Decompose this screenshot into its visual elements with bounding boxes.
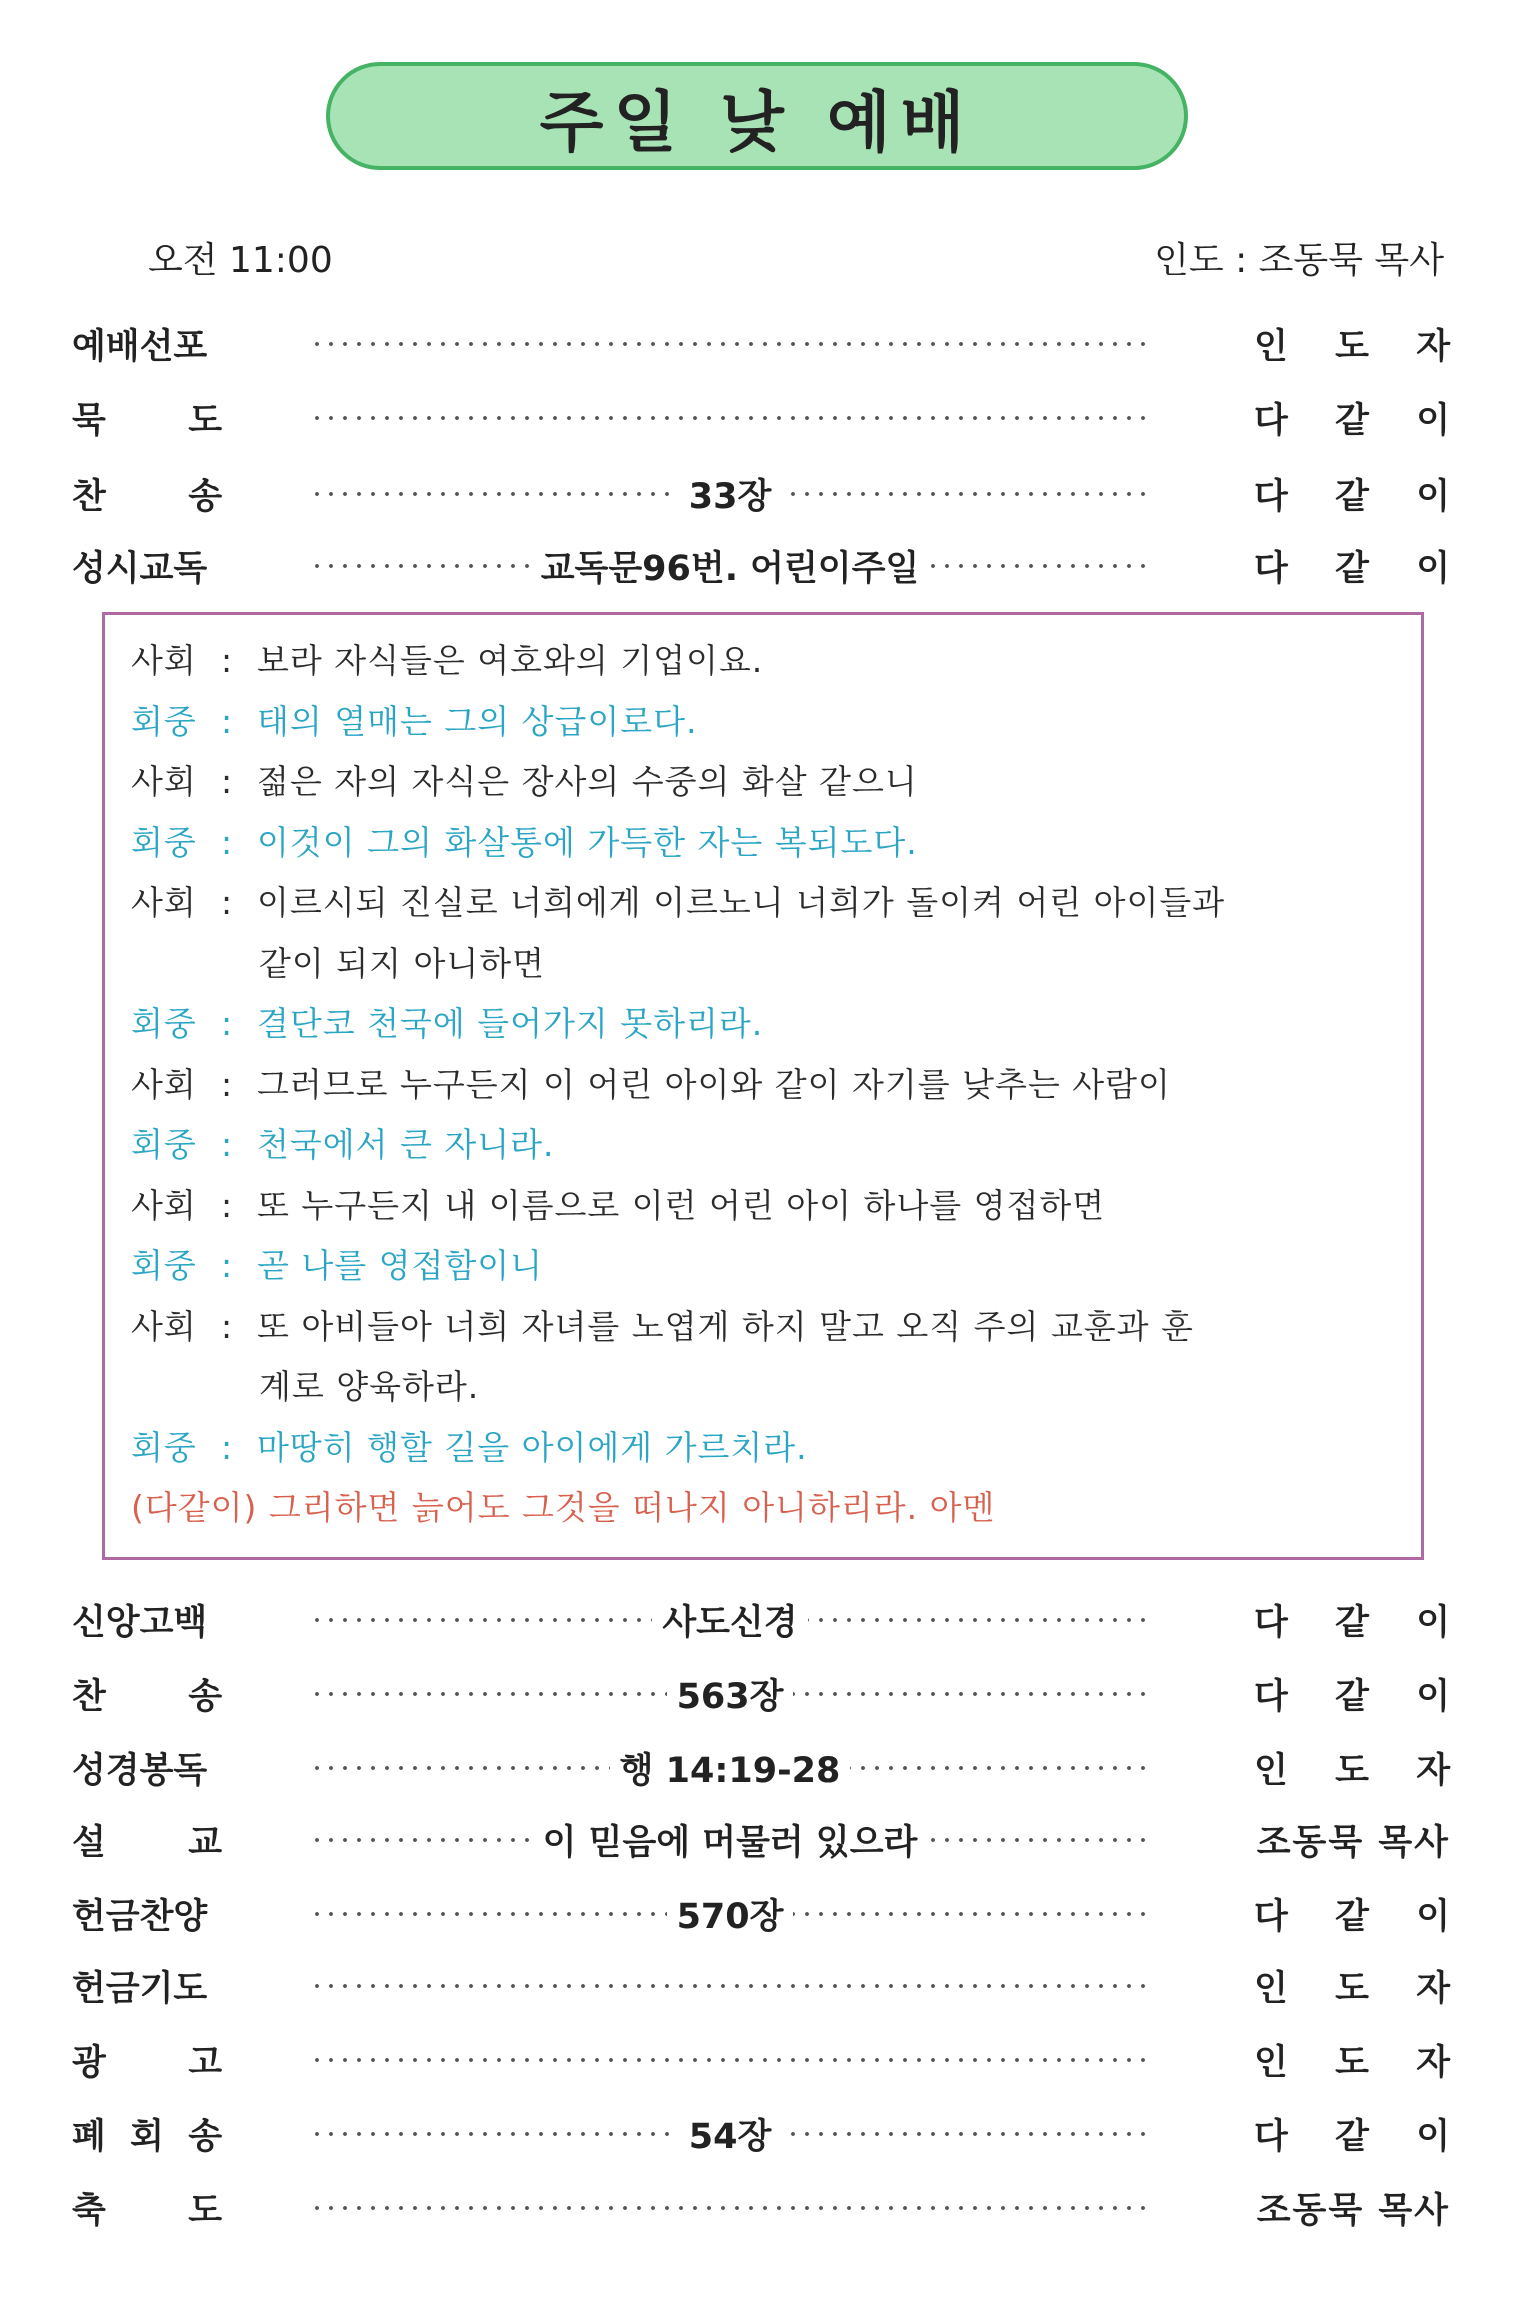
order-label-part: 찬: [72, 477, 106, 517]
order-role: [1254, 2109, 1450, 2159]
order-role-part: 도: [1335, 2043, 1369, 2083]
order-role-part: 이: [1416, 1897, 1450, 1937]
reading-continuation: 같이 되지 아니하면: [259, 943, 546, 983]
dotted-leader: [310, 390, 1150, 446]
order-role-part: 도: [1335, 1751, 1369, 1791]
order-label: [72, 1961, 222, 2011]
leader-line: [131, 1059, 1171, 1106]
order-label-part: 광: [72, 2043, 106, 2083]
speaker-label: 사회: [131, 641, 197, 680]
service-leader: 인도 : 조동묵 목사: [1154, 240, 1444, 281]
order-label-part: 성시교독: [72, 549, 208, 589]
order-role-part: 다: [1254, 2117, 1288, 2157]
speaker-colon: :: [221, 641, 234, 680]
speaker-label: 사회: [131, 762, 197, 801]
speaker-colon: :: [221, 1185, 234, 1225]
title-banner: [326, 62, 1188, 170]
reading-text: 곧 나를 영접함이니: [257, 1246, 544, 1285]
order-label-part: 송: [188, 2117, 222, 2157]
order-role-part: 이: [1416, 1677, 1450, 1717]
reading-text: 결단코 천국에 들어가지 못하리라.: [257, 1004, 764, 1043]
speaker-label: 회중: [131, 1246, 197, 1285]
bottom-row-2: [72, 1740, 1450, 1796]
order-role: [1254, 541, 1450, 591]
top-row-2: [72, 466, 1450, 522]
speaker-label: 사회: [131, 883, 197, 922]
order-role-part: 같: [1335, 1603, 1369, 1643]
unison-line: (다같이) 그리하면 늙어도 그것을 떠나지 아니하리라. 아멘: [131, 1488, 996, 1527]
dotted-leader: [310, 466, 1150, 522]
order-label-part: 도: [188, 401, 222, 441]
order-label: [72, 1889, 222, 1939]
order-role: [1254, 469, 1450, 519]
speaker-label: 회중: [131, 1427, 197, 1467]
leader-line: [131, 756, 918, 803]
order-role-part: 다: [1254, 401, 1288, 441]
order-label: [72, 1743, 222, 1793]
order-role: [1254, 1889, 1450, 1939]
order-label-part: 설: [72, 1823, 106, 1863]
order-role-part: 인: [1254, 1751, 1288, 1791]
order-role-part: 다: [1254, 1677, 1288, 1717]
reading-text: 이르시되 진실로 너희에게 이르노니 너희가 돌이켜 어린 아이들과: [257, 883, 1226, 922]
dotted-leader: [310, 1958, 1150, 2014]
order-label-part: 교: [188, 1823, 222, 1863]
order-item: 570장: [667, 1889, 794, 1939]
order-role-part: 이: [1416, 477, 1450, 517]
speaker-label: 사회: [131, 1064, 197, 1104]
speaker-colon: :: [221, 1306, 234, 1346]
order-label-part: 도: [188, 2191, 222, 2231]
order-role-part: 도: [1335, 1969, 1369, 2009]
order-role-part: 자: [1416, 327, 1450, 367]
bottom-row-0: [72, 1592, 1450, 1648]
reading-continuation: 계로 양육하라.: [259, 1367, 480, 1406]
order-role-part: 이: [1416, 401, 1450, 441]
congregation-line: [131, 1240, 543, 1287]
reading-text: 또 누구든지 내 이름으로 이런 어린 아이 하나를 영접하면: [257, 1185, 1106, 1225]
dotted-leader: [310, 1592, 1150, 1648]
order-label: [72, 2109, 222, 2159]
dotted-leader: [310, 1886, 1150, 1942]
order-role-part: 이: [1416, 1603, 1450, 1643]
speaker-colon: :: [221, 883, 234, 922]
dotted-leader: [310, 2106, 1150, 2162]
order-role-part: 같: [1335, 401, 1369, 441]
order-role-part: 같: [1335, 2117, 1369, 2157]
congregation-line: [131, 1422, 808, 1469]
order-label: [72, 319, 222, 369]
speaker-colon: :: [221, 701, 234, 741]
speaker-colon: :: [221, 1427, 234, 1467]
congregation-line: [131, 1119, 555, 1166]
dotted-leader: [310, 2180, 1150, 2236]
order-label-part: 신앙고백: [72, 1603, 208, 1643]
dotted-leader: [310, 316, 1150, 372]
bottom-row-3: [72, 1812, 1450, 1868]
order-label-part: 송: [188, 1677, 222, 1717]
speaker-label: 회중: [131, 1125, 197, 1164]
bottom-row-5: [72, 1958, 1450, 2014]
order-role-part: 다: [1254, 549, 1288, 589]
order-role-part: 인: [1254, 2043, 1288, 2083]
order-item: 행 14:19-28: [610, 1743, 851, 1793]
speaker-label: 사회: [131, 1306, 197, 1346]
order-label-part: 예배선포: [72, 327, 208, 367]
order-role-part: 이: [1416, 549, 1450, 589]
order-role-part: 같: [1335, 1677, 1369, 1717]
order-role-part: 같: [1335, 477, 1369, 517]
page-title: 주일 낮 예배: [539, 83, 975, 161]
bottom-row-8: [72, 2180, 1450, 2236]
order-label: [72, 541, 222, 591]
order-label-part: 헌금찬양: [72, 1897, 208, 1937]
speaker-colon: :: [221, 1246, 234, 1285]
speaker-colon: :: [221, 1125, 234, 1164]
order-label-part: 축: [72, 2191, 106, 2231]
dotted-leader: [310, 538, 1150, 594]
leader-line: [131, 1301, 1194, 1348]
reading-text: 이것이 그의 화살통에 가득한 자는 복되도다.: [257, 822, 918, 862]
order-role-part: 자: [1416, 1751, 1450, 1791]
speaker-colon: :: [221, 822, 234, 862]
order-role-part: 같: [1335, 549, 1369, 589]
order-role: 조동묵 목사: [1256, 2191, 1450, 2231]
dotted-leader: [310, 1740, 1150, 1796]
order-role-part: 자: [1416, 2043, 1450, 2083]
reading-text: 또 아비들아 너희 자녀를 노엽게 하지 말고 오직 주의 교훈과 훈: [257, 1306, 1194, 1346]
order-role: [1254, 1595, 1450, 1645]
order-item: 교독문96번. 어린이주일: [531, 541, 929, 591]
order-role: [1254, 2035, 1450, 2085]
order-role-part: 다: [1254, 1603, 1288, 1643]
order-label-part: 헌금기도: [72, 1969, 208, 2009]
order-label: [72, 2183, 222, 2233]
reading-text: 젊은 자의 자식은 장사의 수중의 화살 같으니: [257, 762, 918, 801]
congregation-line: [131, 817, 918, 864]
leader-line: [131, 635, 763, 682]
order-role-part: 이: [1416, 2117, 1450, 2157]
order-role: 조동묵 목사: [1256, 1823, 1450, 1863]
order-role: [1254, 393, 1450, 443]
order-role: [1254, 1743, 1450, 1793]
order-item: 이 믿음에 머물러 있으라: [533, 1815, 928, 1865]
order-label-part: 고: [188, 2043, 222, 2083]
speaker-label: 회중: [131, 1004, 197, 1043]
order-role-part: 다: [1254, 477, 1288, 517]
order-label: [72, 469, 222, 519]
top-row-3: [72, 538, 1450, 594]
order-item: 33장: [679, 469, 782, 519]
service-time: 오전 11:00: [148, 240, 333, 281]
reading-text: 태의 열매는 그의 상급이로다.: [257, 701, 698, 741]
order-label-part: 폐: [72, 2117, 106, 2157]
reading-text: 그러므로 누구든지 이 어린 아이와 같이 자기를 낮추는 사람이: [257, 1064, 1171, 1104]
speaker-colon: :: [221, 1004, 234, 1043]
order-label-part: 회: [130, 2117, 164, 2157]
bottom-row-6: [72, 2032, 1450, 2088]
speaker-label: 회중: [131, 822, 197, 862]
order-label: [72, 1595, 222, 1645]
order-role: [1254, 1961, 1450, 2011]
order-label-part: 찬: [72, 1677, 106, 1717]
congregation-line: [131, 998, 763, 1045]
order-label: [72, 1669, 222, 1719]
reading-text: 보라 자식들은 여호와의 기업이요.: [257, 641, 764, 680]
speaker-label: 회중: [131, 701, 197, 741]
reading-text: 천국에서 큰 자니라.: [257, 1125, 555, 1164]
speaker-label: 사회: [131, 1185, 197, 1225]
order-label-part: 송: [188, 477, 222, 517]
dotted-leader: [310, 1666, 1150, 1722]
dotted-leader: [310, 1812, 1150, 1868]
order-label: [72, 1815, 222, 1865]
order-label: [72, 393, 222, 443]
speaker-colon: :: [221, 762, 234, 801]
order-role: [1254, 319, 1450, 369]
order-label-part: 묵: [72, 401, 106, 441]
order-role: [1254, 1669, 1450, 1719]
order-label: [72, 2035, 222, 2085]
congregation-line: [131, 696, 698, 743]
responsive-reading-box: [102, 612, 1424, 1560]
order-role-part: 자: [1416, 1969, 1450, 2009]
order-role-part: 도: [1335, 327, 1369, 367]
order-item: 사도신경: [652, 1595, 807, 1645]
order-role-part: 인: [1254, 327, 1288, 367]
leader-line: [131, 877, 1225, 924]
order-role-part: 다: [1254, 1897, 1288, 1937]
bottom-row-1: [72, 1666, 1450, 1722]
top-row-1: [72, 390, 1450, 446]
speaker-colon: :: [221, 1064, 234, 1104]
order-role-part: 인: [1254, 1969, 1288, 2009]
bottom-row-7: [72, 2106, 1450, 2162]
order-item: 54장: [679, 2109, 782, 2159]
top-row-0: [72, 316, 1450, 372]
order-item: 563장: [667, 1669, 794, 1719]
reading-text: 마땅히 행할 길을 아이에게 가르치라.: [257, 1427, 808, 1467]
leader-line: [131, 1180, 1105, 1227]
order-role-part: 같: [1335, 1897, 1369, 1937]
order-label-part: 성경봉독: [72, 1751, 208, 1791]
dotted-leader: [310, 2032, 1150, 2088]
bottom-row-4: [72, 1886, 1450, 1942]
